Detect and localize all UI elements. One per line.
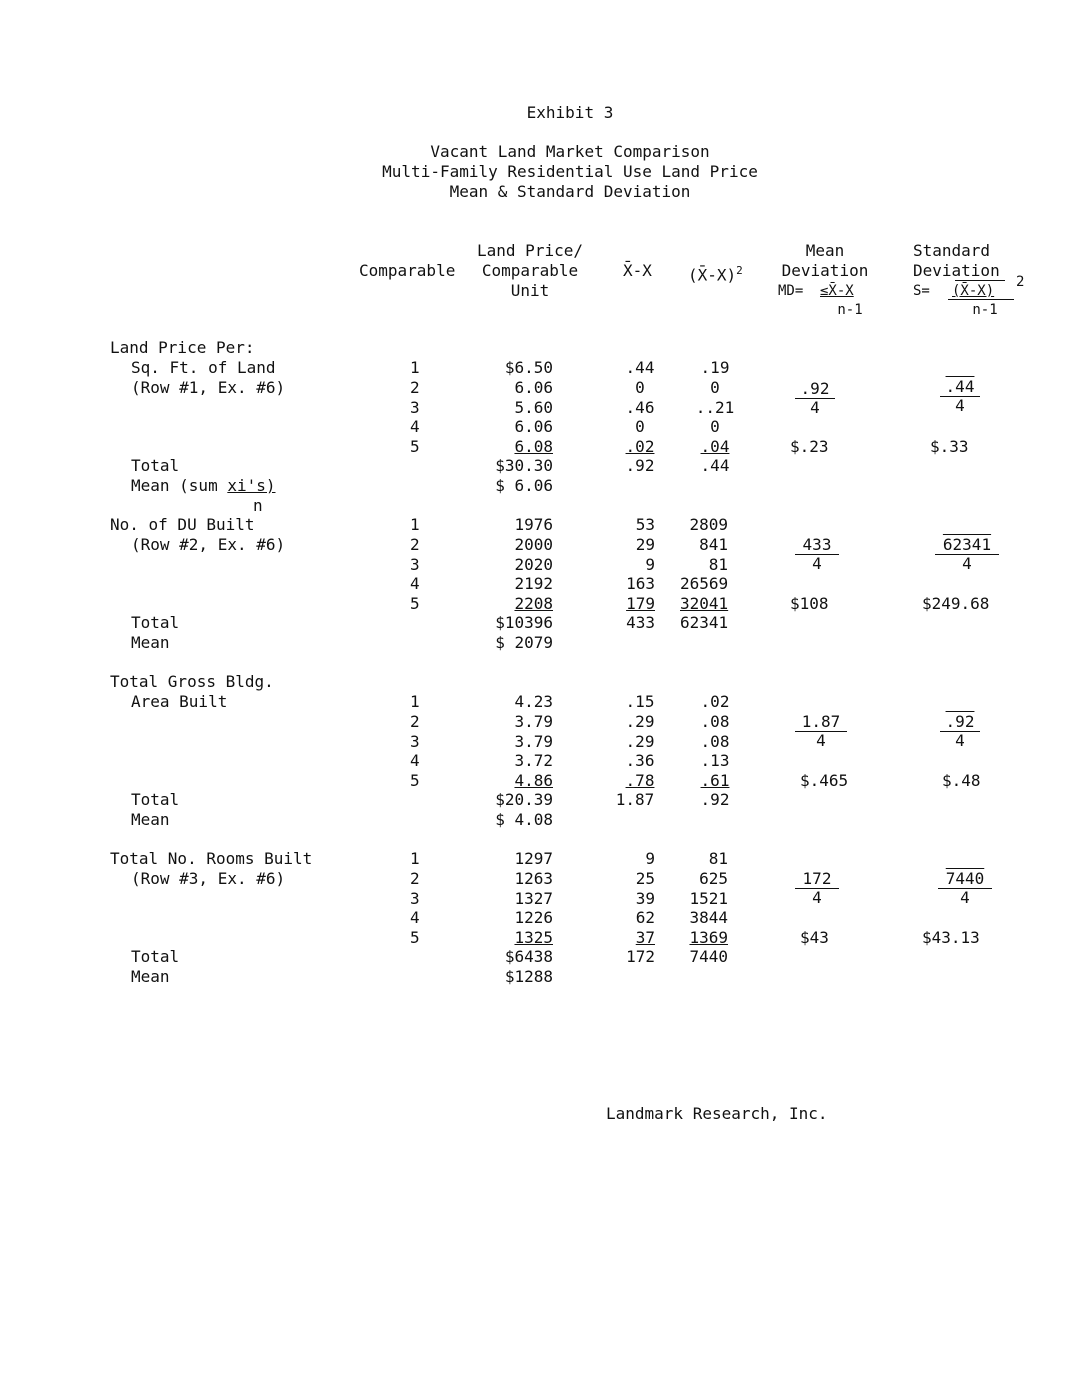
- col-std-dev-formula-lhs: S=: [913, 283, 930, 299]
- price-cell: 6.08: [514, 437, 553, 456]
- row-number: 2: [410, 712, 420, 731]
- row-number: 1: [410, 358, 420, 377]
- price-cell: 2020: [514, 555, 553, 574]
- dev-cell: 25: [635, 869, 655, 888]
- price-cell: $6.50: [504, 358, 553, 377]
- row-number: 4: [410, 751, 420, 770]
- section-label: Total Gross Bldg.: [110, 672, 274, 691]
- row-number: 4: [410, 417, 420, 436]
- dev-cell: 9: [645, 555, 655, 574]
- mean-label: Mean: [131, 810, 170, 829]
- dev-cell: .29: [625, 712, 655, 731]
- dev-cell: 37: [635, 928, 655, 947]
- col-std-dev-formula-den: n-1: [972, 302, 998, 318]
- mean-dev-value: $108: [790, 594, 829, 613]
- dev-cell: 53: [635, 515, 655, 534]
- sqdev-cell: ..21: [695, 398, 735, 417]
- col-std-dev-2: Deviation: [913, 261, 1000, 280]
- std-dev-fraction: $\frac{.92}{4}$: [940, 713, 980, 750]
- dev-cell: .02: [625, 437, 655, 456]
- sqdev-cell: .08: [700, 712, 730, 731]
- row-number: 2: [410, 535, 420, 554]
- col-std-dev-exp: 2: [1016, 274, 1025, 290]
- col-land-price-2: Comparable: [481, 261, 579, 280]
- dev-cell: .78: [625, 771, 655, 790]
- sqdev-cell: .13: [700, 751, 730, 770]
- dev-cell: 179: [626, 594, 655, 613]
- price-cell: 1263: [514, 869, 553, 888]
- sqdev-cell: 841: [699, 535, 728, 554]
- total-dev: 433: [626, 613, 655, 632]
- mean-label: Mean: [131, 967, 170, 986]
- sqdev-cell: 32041: [680, 594, 729, 613]
- mean-dev-value: $43: [800, 928, 829, 947]
- row-number: 5: [410, 594, 420, 613]
- price-cell: 3.72: [514, 751, 553, 770]
- sqdev-cell: 2809: [689, 515, 728, 534]
- dev-cell: 163: [626, 574, 655, 593]
- std-dev-value: $43.13: [922, 928, 980, 947]
- col-mean-dev-formula-lhs: MD=: [778, 283, 804, 299]
- sqdev-cell: 1521: [689, 889, 728, 908]
- row-number: 3: [410, 555, 420, 574]
- mean-label-denominator: n: [253, 496, 263, 515]
- mean-price: $ 4.08: [495, 810, 553, 829]
- sqdev-cell: .02: [700, 692, 730, 711]
- sqdev-cell: 3844: [689, 908, 728, 927]
- col-land-price-3: Unit: [510, 281, 550, 300]
- total-price: $6438: [504, 947, 553, 966]
- row-number: 2: [410, 378, 420, 397]
- price-cell: 2208: [514, 594, 553, 613]
- mean-price: $ 6.06: [495, 476, 553, 495]
- total-price: $30.30: [495, 456, 553, 475]
- std-dev-fraction: $\frac{7440}{4}$: [938, 870, 992, 907]
- std-dev-value: $.33: [930, 437, 969, 456]
- dev-cell: .44: [625, 358, 655, 377]
- title-line-1: Vacant Land Market Comparison: [430, 142, 710, 161]
- std-dev-radical-bar: [948, 299, 1014, 300]
- dev-cell: .15: [625, 692, 655, 711]
- sqdev-cell: 625: [699, 869, 728, 888]
- dev-cell: 0: [635, 378, 645, 397]
- col-mean-dev-formula-num: ≤X̄-X: [820, 283, 854, 299]
- row-number: 5: [410, 437, 420, 456]
- section-label: (Row #1, Ex. #6): [131, 378, 286, 397]
- std-dev-value: $.48: [942, 771, 981, 790]
- total-label: Total: [131, 456, 180, 475]
- total-label: Total: [131, 790, 180, 809]
- mean-dev-fraction: $\frac{433}{4}$: [795, 536, 839, 573]
- price-cell: 3.79: [514, 732, 553, 751]
- total-dev: 172: [626, 947, 655, 966]
- sqdev-cell: 81: [708, 555, 728, 574]
- mean-dev-value: $.465: [800, 771, 849, 790]
- col-mean-dev-formula-den: n-1: [837, 302, 863, 318]
- total-sqdev: 62341: [680, 613, 729, 632]
- total-sqdev: .44: [700, 456, 730, 475]
- sqdev-cell: 0: [710, 417, 720, 436]
- row-number: 1: [410, 692, 420, 711]
- price-cell: 1976: [514, 515, 553, 534]
- section-label: Total No. Rooms Built: [110, 849, 313, 868]
- exhibit-label: Exhibit 3: [526, 103, 614, 122]
- std-dev-value: $249.68: [922, 594, 990, 613]
- section-label: Sq. Ft. of Land: [131, 358, 276, 377]
- price-cell: 1327: [514, 889, 553, 908]
- section-label: No. of DU Built: [110, 515, 255, 534]
- sqdev-cell: .61: [700, 771, 730, 790]
- col-squared-dev: (X̄-X)$^2$: [688, 264, 743, 285]
- total-dev: 1.87: [615, 790, 655, 809]
- mean-price: $ 2079: [495, 633, 553, 652]
- sqdev-cell: 0: [710, 378, 720, 397]
- dev-cell: 29: [635, 535, 655, 554]
- total-dev: .92: [625, 456, 655, 475]
- title-line-3: Mean & Standard Deviation: [449, 182, 691, 201]
- std-dev-fraction: $\frac{.44}{4}$: [940, 378, 980, 415]
- row-number: 4: [410, 908, 420, 927]
- mean-dev-fraction: $\frac{172}{4}$: [795, 870, 839, 907]
- std-dev-fraction: $\frac{62341}{4}$: [935, 536, 999, 573]
- sqdev-cell: .04: [700, 437, 730, 456]
- dev-cell: .29: [625, 732, 655, 751]
- row-number: 3: [410, 398, 420, 417]
- dev-cell: .36: [625, 751, 655, 770]
- row-number: 2: [410, 869, 420, 888]
- sqdev-cell: 26569: [680, 574, 729, 593]
- price-cell: 4.86: [514, 771, 553, 790]
- price-cell: 6.06: [514, 417, 553, 436]
- col-mean-dev-1: Mean: [805, 241, 845, 260]
- col-std-dev-1: Standard: [913, 241, 991, 260]
- col-xbar-minus-x: X̄-X: [623, 261, 652, 280]
- col-comparable: Comparable: [359, 261, 456, 280]
- row-number: 1: [410, 849, 420, 868]
- row-number: 3: [410, 889, 420, 908]
- price-cell: 3.79: [514, 712, 553, 731]
- total-label: Total: [131, 947, 180, 966]
- dev-cell: 62: [635, 908, 655, 927]
- sqdev-cell: 1369: [689, 928, 728, 947]
- price-cell: 1226: [514, 908, 553, 927]
- price-cell: 1325: [514, 928, 553, 947]
- dev-cell: 0: [635, 417, 645, 436]
- price-cell: 4.23: [514, 692, 553, 711]
- row-number: 4: [410, 574, 420, 593]
- price-cell: 6.06: [514, 378, 553, 397]
- price-cell: 2000: [514, 535, 553, 554]
- col-mean-dev-2: Deviation: [781, 261, 869, 280]
- price-cell: 1297: [514, 849, 553, 868]
- mean-dev-value: $.23: [790, 437, 829, 456]
- section-label: (Row #3, Ex. #6): [131, 869, 286, 888]
- total-price: $10396: [495, 613, 553, 632]
- footer-company: Landmark Research, Inc.: [606, 1104, 828, 1123]
- col-land-price-1: Land Price/: [477, 241, 583, 260]
- row-number: 1: [410, 515, 420, 534]
- mean-label: Mean (sum xi's): [131, 476, 276, 495]
- section-label: Land Price Per:: [110, 338, 255, 357]
- dev-cell: .46: [625, 398, 655, 417]
- row-number: 5: [410, 771, 420, 790]
- total-price: $20.39: [495, 790, 553, 809]
- mean-dev-fraction: $\frac{1.87}{4}$: [795, 713, 847, 750]
- row-number: 3: [410, 732, 420, 751]
- sqdev-cell: 81: [708, 849, 728, 868]
- total-label: Total: [131, 613, 180, 632]
- mean-label: Mean: [131, 633, 170, 652]
- price-cell: 2192: [514, 574, 553, 593]
- mean-dev-fraction: $\frac{.92}{4}$: [795, 380, 835, 417]
- dev-cell: 39: [635, 889, 655, 908]
- col-std-dev-formula-num: (X̄-X): [952, 283, 995, 299]
- total-sqdev: 7440: [689, 947, 728, 966]
- section-label: Area Built: [131, 692, 228, 711]
- sqdev-cell: .19: [700, 358, 730, 377]
- section-label: (Row #2, Ex. #6): [131, 535, 286, 554]
- title-line-2: Multi-Family Residential Use Land Price: [382, 162, 758, 181]
- mean-price: $1288: [504, 967, 553, 986]
- price-cell: 5.60: [514, 398, 553, 417]
- dev-cell: 9: [645, 849, 655, 868]
- row-number: 5: [410, 928, 420, 947]
- sqdev-cell: .08: [700, 732, 730, 751]
- total-sqdev: .92: [700, 790, 730, 809]
